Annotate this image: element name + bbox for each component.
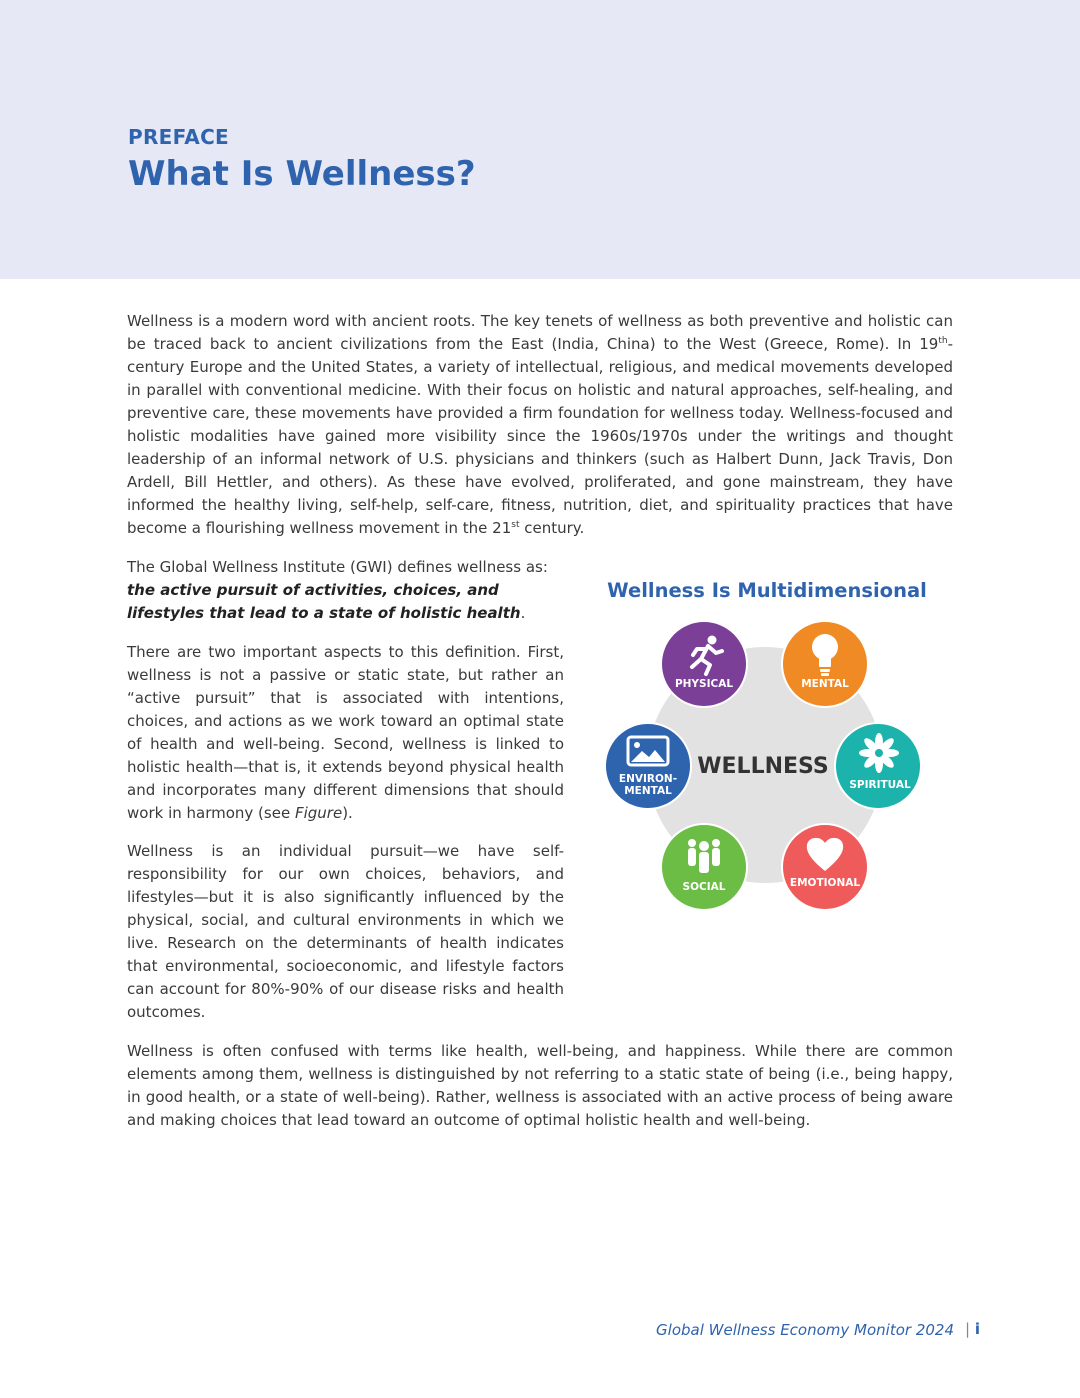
page-title: What Is Wellness? xyxy=(128,154,476,194)
dimension-environmental xyxy=(605,723,691,809)
figure-title: Wellness Is Multidimensional xyxy=(607,579,927,602)
dimension-social xyxy=(661,824,747,910)
dimension-social-label: SOCIAL xyxy=(682,881,726,893)
paragraph-aspects: There are two important aspects to this definition. First, wellness is not a passive or static state, but rather an “active pursuit” that is associated with intentions, choices, and actions as we work toward an optimal state of health and well-being. Second, wellness is linked to holistic health—that is, it extends beyond physical health and incorporates many different dimensions that should work in harmony (see Figure). xyxy=(127,643,564,822)
wellness-center-label: WELLNESS xyxy=(697,754,829,779)
dimension-mental-label: MENTAL xyxy=(801,678,849,690)
dimension-physical-label: PHYSICAL xyxy=(674,678,734,690)
dimension-spiritual xyxy=(835,723,921,809)
footer-publication: Global Wellness Economy Monitor 2024 xyxy=(656,1321,954,1339)
dimension-mental xyxy=(782,621,868,707)
paragraph-history: Wellness is a modern word with ancient roots. The key tenets of wellness as both preventive and holistic can be traced back to ancient civilizations from the East (India, China) to the West (Greece, Rome). In 19th-century Europe and the United States, a variety of intellectual, religious, and medical movements developed in parallel with conventional medicine. With their focus on holistic and natural approaches, self-healing, and preventive care, these movements have provided a firm foundation for wellness today. Wellness-focused and holistic modalities have gained more visibility since the 1960s/1970s under the writings and thought leadership of an informal network of U.S. physicians and thinkers (such as Halbert Dunn, Jack Travis, Don Ardell, Bill Hettler, and others). As these have evolved, proliferated, and gone mainstream, they have informed the healthy living, self-help, self-care, fitness, nutrition, diet, and spirituality practices that have become a flourishing wellness movement in the 21st century. xyxy=(127,312,953,537)
definition-text: the active pursuit of activities, choices, and lifestyles that lead to a state of holistic health xyxy=(127,581,521,622)
dimension-physical xyxy=(661,621,747,707)
dimension-emotional xyxy=(782,824,868,910)
dimension-environmental-label: ENVIRON- xyxy=(618,773,678,785)
page-number: | i xyxy=(965,1320,980,1338)
paragraph-distinction: Wellness is often confused with terms like health, well-being, and happiness. While there are common elements among them, wellness is distinguished by not referring to a static state of being (i.e., being happy, in good health, or a state of well-being). Rather, wellness is associated with an active process of being aware and making choices that lead toward an outcome of optimal holistic health and well-being. xyxy=(127,1042,953,1129)
section-kicker: PREFACE xyxy=(128,125,230,149)
dimension-physical-circle xyxy=(661,621,747,707)
dimension-environmental-label-2: MENTAL xyxy=(624,785,672,797)
paragraph-definition: The Global Wellness Institute (GWI) defines wellness as: the active pursuit of activities, choices, and lifestyles that lead to a state of holistic health. xyxy=(127,558,548,622)
dimension-emotional-label: EMOTIONAL xyxy=(789,877,861,889)
dimension-spiritual-label: SPIRITUAL xyxy=(849,779,911,791)
lotus-icon xyxy=(859,733,899,773)
paragraph-individual-pursuit: Wellness is an individual pursuit—we have self-responsibility for our own choices, behaviors, and lifestyles—but it is also significantly influenced by the physical, social, and cultural environments in which we live. Research on the determinants of health indicates that environmental, socioeconomic, and lifestyle factors can account for 80%-90% of our disease risks and health outcomes. xyxy=(127,842,564,1021)
wellness-diagram xyxy=(600,615,930,915)
